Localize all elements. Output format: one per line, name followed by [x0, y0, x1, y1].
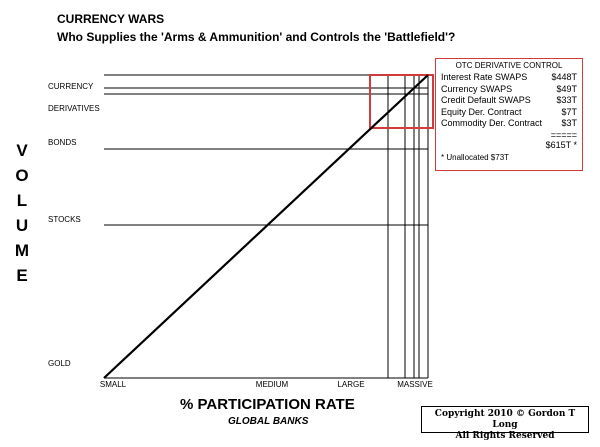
legend-title: OTC DERIVATIVE CONTROL: [455, 61, 563, 70]
y-tick-bonds: BONDS: [48, 138, 77, 147]
x-tick-large: LARGE: [337, 380, 365, 389]
participation-line: [104, 75, 428, 378]
legend-item-value: $49T: [556, 83, 577, 94]
legend-total: $615T *: [545, 139, 577, 150]
chart-subtitle: Who Supplies the 'Arms & Ammunition' and Controls the 'Battlefield'?: [57, 30, 456, 44]
legend-note: * Unallocated $73T: [441, 152, 510, 162]
x-axis-label: % PARTICIPATION RATE: [180, 396, 355, 413]
legend-separator: =====: [550, 129, 577, 140]
x-axis-sublabel: GLOBAL BANKS: [228, 416, 309, 427]
copyright-line-1: Copyright 2010 © Gordon T Long: [434, 409, 576, 430]
copyright-box: [421, 406, 589, 441]
legend-item-label: Commodity Der. Contract: [441, 118, 543, 128]
y-axis-label-letter: E: [16, 266, 28, 285]
x-tick-small: SMALL: [99, 380, 127, 389]
y-axis-label-letter: O: [15, 166, 29, 185]
y-axis-label-letter: U: [15, 216, 29, 235]
legend-item: [441, 107, 577, 119]
y-tick-derivatives: DERIVATIVES: [48, 104, 100, 113]
legend-item-value: $448T: [551, 72, 577, 82]
legend-item: [441, 72, 577, 84]
otc-derivative-legend: [435, 58, 583, 171]
legend-item-value: $3T: [561, 118, 577, 128]
x-tick-massive: MASSIVE: [397, 380, 433, 389]
y-tick-stocks: STOCKS: [48, 215, 81, 224]
x-tick-medium: MEDIUM: [255, 380, 289, 389]
copyright-line-2: All Rights Reserved: [455, 431, 555, 441]
legend-item: [441, 84, 577, 96]
legend-item-label: Equity Der. Contract: [441, 106, 522, 117]
legend-item-label: Interest Rate SWAPS: [441, 72, 528, 82]
y-axis-label-letter: L: [16, 191, 28, 210]
legend-item-label: Credit Default SWAPS: [441, 95, 531, 105]
y-tick-gold: GOLD: [48, 359, 71, 368]
y-axis-label-letter: V: [16, 141, 28, 160]
legend-item-value: $7T: [561, 106, 577, 117]
y-tick-currency: CURRENCY: [48, 82, 94, 91]
legend-item: [441, 95, 577, 107]
chart-title: CURRENCY WARS: [57, 12, 165, 26]
legend-item-label: Currency SWAPS: [441, 83, 513, 94]
y-axis-label-letter: M: [14, 241, 30, 260]
legend-item-value: $33T: [556, 95, 577, 105]
legend-item: [441, 118, 577, 130]
